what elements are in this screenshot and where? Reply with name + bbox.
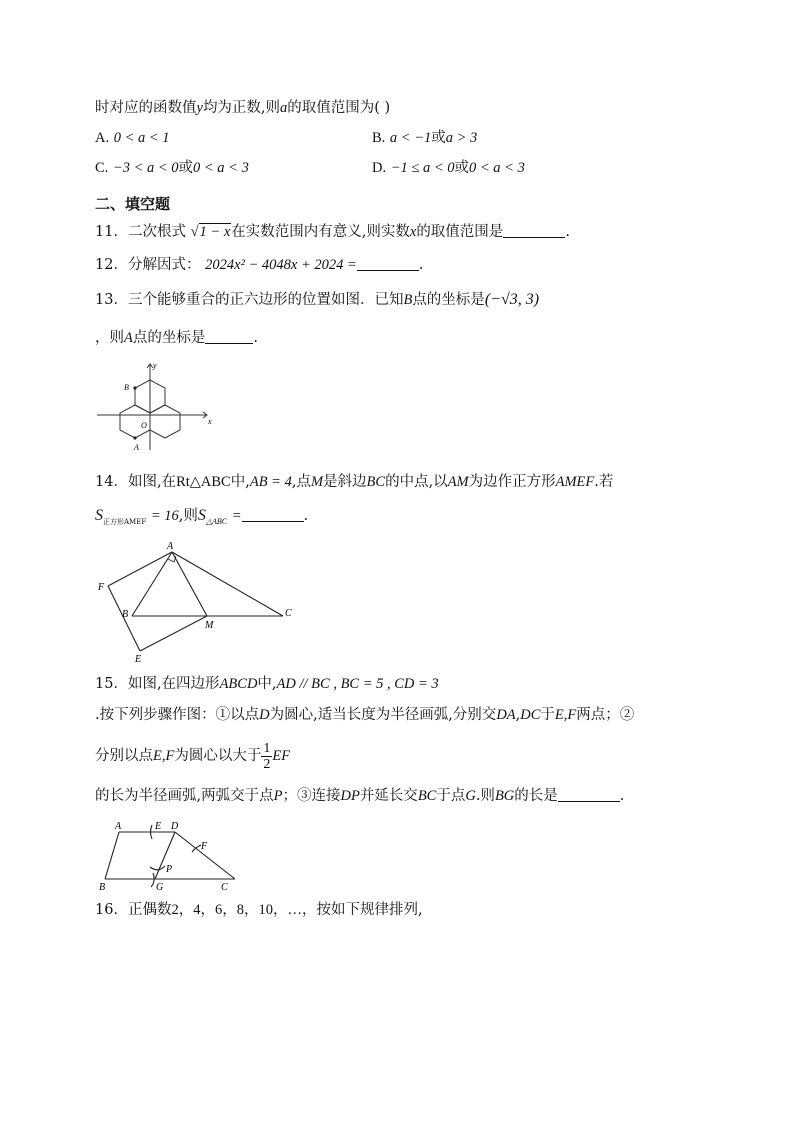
option-label: C. bbox=[95, 160, 109, 176]
q14-text: ,则 bbox=[178, 508, 198, 524]
label-y: y bbox=[153, 361, 157, 370]
q10-var-y: y bbox=[196, 100, 203, 116]
option-expr: a > 3 bbox=[445, 130, 478, 146]
arc-p-2 bbox=[151, 873, 154, 887]
period: . bbox=[619, 788, 625, 804]
label-c: C bbox=[285, 608, 292, 619]
q10-option-a bbox=[95, 128, 170, 148]
q13-text: ，则 bbox=[95, 330, 124, 346]
q14-text: 的中点,以 bbox=[385, 474, 448, 490]
q16 bbox=[95, 900, 423, 920]
equals: = bbox=[231, 508, 242, 524]
q15-text: , bbox=[515, 707, 521, 723]
q16-text: 按如下规律排列, bbox=[316, 902, 423, 918]
area-symbol: S bbox=[95, 507, 103, 524]
answer-blank[interactable] bbox=[242, 507, 304, 522]
q15-text: 中, bbox=[257, 676, 277, 692]
area-subscript: 正方形AMEF bbox=[103, 517, 147, 526]
q14-text: 中, bbox=[230, 474, 250, 490]
q14-triangle: Rt△ABC bbox=[176, 474, 231, 490]
q13-line-1 bbox=[95, 290, 539, 310]
q15-text: 的长是 bbox=[514, 788, 558, 804]
fraction-denominator: 2 bbox=[263, 756, 271, 772]
q13-text: 点的坐标是 bbox=[132, 330, 206, 346]
label-f: F bbox=[201, 841, 208, 852]
q13-coordinate: (−√3, 3) bbox=[484, 291, 540, 308]
q15-text: 为圆心以大于 bbox=[174, 748, 262, 764]
q13-var-a: A bbox=[124, 330, 133, 346]
q14-var-am: AM bbox=[447, 474, 469, 490]
arc-p-1 bbox=[150, 866, 165, 870]
q11-text: 在实数范围内有意义,则实数 bbox=[231, 224, 410, 240]
area-value: = 16 bbox=[150, 508, 179, 524]
q15-var: BG bbox=[494, 788, 515, 804]
answer-blank[interactable] bbox=[558, 787, 620, 802]
area-symbol: S bbox=[197, 507, 206, 524]
q14-text: 为边作正方形 bbox=[468, 474, 556, 490]
question-number: 13． bbox=[95, 292, 128, 308]
option-expr: 0 < a < 3 bbox=[193, 160, 249, 176]
q15-text: 如图,在四边形 bbox=[127, 676, 220, 692]
section-title: 二、填空题 bbox=[95, 195, 171, 213]
label-e: E bbox=[155, 821, 162, 832]
option-expr: a < −1 bbox=[389, 130, 432, 146]
label-a: A bbox=[134, 443, 139, 452]
area-subscript: △ABC bbox=[205, 516, 228, 526]
q13-var-b: B bbox=[403, 292, 413, 308]
q13-hexagon-figure bbox=[95, 360, 220, 460]
label-o: O bbox=[141, 421, 147, 430]
q15-var: E,F bbox=[153, 748, 175, 764]
q15-var: DA bbox=[496, 707, 516, 723]
q11-var-x: x bbox=[409, 224, 417, 240]
q15-var: EF bbox=[272, 748, 291, 764]
q14-text: .若 bbox=[594, 474, 614, 490]
q15-text: ；③连接 bbox=[282, 788, 341, 804]
segment-af bbox=[108, 552, 172, 586]
q15-var: BC bbox=[417, 788, 437, 804]
question-number: 15． bbox=[95, 676, 128, 692]
q14-var-m: M bbox=[310, 474, 324, 490]
period: . bbox=[418, 257, 424, 273]
q15-text: 分别以点 bbox=[95, 748, 153, 764]
option-expr: 0 < a < 3 bbox=[469, 160, 525, 176]
q10-text: 均为正数,则 bbox=[202, 100, 281, 116]
q16-text: 正偶数 bbox=[127, 902, 172, 918]
q15-text: 两点；② bbox=[576, 707, 635, 723]
option-conj: 或 bbox=[431, 130, 446, 146]
q14-triangle-figure bbox=[95, 538, 305, 666]
q15-var: D bbox=[259, 707, 270, 723]
q15-text: 于 bbox=[540, 707, 555, 723]
q15-var-abcd: ABCD bbox=[219, 676, 258, 692]
q10-stem-tail bbox=[95, 98, 390, 118]
q10-text: 时对应的函数值 bbox=[95, 100, 197, 116]
q16-sequence: 2，4，6，8，10，…， bbox=[171, 902, 317, 918]
label-f: F bbox=[98, 582, 105, 593]
q15-line-4 bbox=[95, 786, 624, 806]
q15-line-2 bbox=[95, 705, 634, 725]
q15-line-3 bbox=[95, 738, 290, 774]
label-x: x bbox=[208, 417, 212, 426]
q14-var-amef: AMEF bbox=[555, 474, 595, 490]
label-m: M bbox=[205, 620, 214, 631]
q15-quadrilateral-figure bbox=[95, 815, 245, 895]
option-label: A. bbox=[95, 130, 110, 146]
point-b bbox=[133, 386, 136, 389]
segment-em bbox=[140, 616, 207, 651]
segment-dc bbox=[175, 832, 235, 879]
q14-var-bc: BC bbox=[366, 474, 386, 490]
q15-var: G bbox=[465, 788, 476, 804]
q11-sqrt: √1 − x bbox=[190, 224, 231, 240]
q15-text: 于点 bbox=[436, 788, 466, 804]
q11-text: 二次根式 bbox=[127, 224, 186, 240]
option-label: D. bbox=[372, 160, 387, 176]
option-expr: 0 < a < 1 bbox=[113, 130, 170, 146]
q15-conditions: AD // BC , BC = 5 , CD = 3 bbox=[276, 676, 439, 692]
q15-text: 为圆心,适当长度为半径画弧,分别交 bbox=[269, 707, 497, 723]
option-conj: 或 bbox=[454, 160, 469, 176]
q15-var: DC bbox=[520, 707, 541, 723]
period: . bbox=[565, 224, 570, 240]
segment-ac bbox=[172, 552, 283, 616]
question-number: 11． bbox=[95, 224, 128, 240]
q15-line-1 bbox=[95, 674, 439, 694]
question-number: 14． bbox=[95, 474, 128, 490]
fraction-half bbox=[261, 741, 272, 772]
label-a: A bbox=[115, 821, 122, 832]
option-expr: −1 ≤ a < 0 bbox=[390, 160, 455, 176]
answer-blank[interactable] bbox=[205, 329, 253, 344]
q10-var-a: a bbox=[280, 100, 288, 116]
q14-text: 如图,在 bbox=[127, 474, 177, 490]
q10-text: 的取值范围为( ) bbox=[287, 100, 391, 116]
q11 bbox=[95, 222, 570, 242]
q12 bbox=[95, 255, 423, 275]
q15-text: .则 bbox=[475, 788, 495, 804]
q10-option-b bbox=[372, 128, 477, 148]
label-d: D bbox=[171, 821, 179, 832]
q14-text: 是斜边 bbox=[323, 474, 367, 490]
fraction-numerator: 1 bbox=[263, 740, 271, 756]
label-g: G bbox=[156, 882, 164, 893]
q15-text: 并延长交 bbox=[359, 788, 418, 804]
label-b: B bbox=[124, 383, 129, 392]
segment-ab bbox=[132, 552, 172, 616]
q15-text: .按下列步骤作图：①以点 bbox=[95, 707, 260, 723]
q15-text: 的长为半径画弧,两弧交于点 bbox=[95, 788, 274, 804]
sqrt-body: 1 − x bbox=[199, 224, 231, 240]
q14-ab: AB = 4 bbox=[249, 474, 292, 490]
q10-option-c bbox=[95, 158, 249, 178]
option-conj: 或 bbox=[178, 160, 194, 176]
question-number: 12． bbox=[95, 257, 128, 273]
period: . bbox=[303, 508, 309, 524]
question-number: 16． bbox=[95, 902, 128, 918]
hexagon-bottom-right bbox=[150, 405, 180, 438]
q13-line-2 bbox=[95, 328, 258, 348]
q13-text: 点的坐标是 bbox=[412, 292, 485, 308]
label-p: P bbox=[166, 864, 173, 875]
segment-ab bbox=[105, 832, 119, 879]
answer-blank[interactable] bbox=[503, 223, 565, 238]
q15-var: DP bbox=[340, 788, 360, 804]
period: . bbox=[253, 330, 258, 346]
answer-blank[interactable] bbox=[357, 256, 419, 271]
label-b: B bbox=[122, 609, 129, 620]
point-a bbox=[133, 436, 136, 439]
q11-text: 的取值范围是 bbox=[416, 224, 504, 240]
q10-option-d bbox=[372, 158, 525, 178]
q14-line-1 bbox=[95, 472, 613, 492]
q15-var: P bbox=[273, 788, 283, 804]
q15-var: E,F bbox=[554, 707, 577, 723]
option-expr: −3 < a < 0 bbox=[112, 160, 179, 176]
q13-text: 三个能够重合的正六边形的位置如图．已知 bbox=[127, 292, 404, 308]
q14-text: ,点 bbox=[291, 474, 311, 490]
label-b: B bbox=[99, 882, 106, 893]
label-a: A bbox=[167, 541, 174, 552]
label-c: C bbox=[221, 882, 228, 893]
q12-expression: 2024x² − 4048x + 2024 = bbox=[205, 257, 357, 273]
option-label: B. bbox=[372, 130, 386, 146]
q12-text: 分解因式： bbox=[127, 257, 201, 273]
label-e: E bbox=[135, 654, 142, 665]
q14-line-2 bbox=[95, 506, 308, 532]
